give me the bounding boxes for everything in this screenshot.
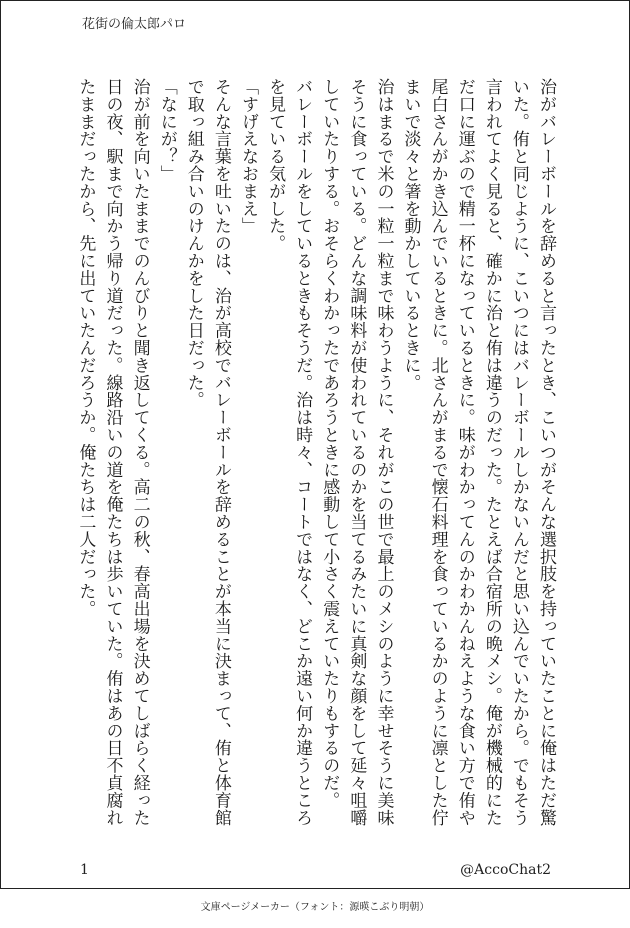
paragraph-4-dialogue: 「すげえなおまえ」 (237, 78, 258, 235)
paragraph-3: バレーボールをしているときもそうだ。治は時々、コートではなく、どこか遠い何か違うところを見ている気がした。 (265, 78, 313, 827)
vertical-body-text (69, 78, 559, 840)
paragraph-6-dialogue: 「なにが？」 (156, 78, 177, 183)
page-title: 花街の倫太郎パロ (82, 17, 187, 32)
author-handle: @AccoChat2 (460, 862, 551, 878)
paragraph-7: 治が前を向いたままでのんびりと聞き返してくる。高二の秋、春高出場を決めてしばらく経った日の夜、駅まで向かう帰り道だった。線路沿いの道を俺たちは歩いていた。侑はあの日不貞腐れたままだったから、先に出ていたんだろうか。俺たちは二人だった。 (75, 78, 150, 827)
paragraph-2: 治はまるで米の一粒一粒まで味わうように、それがこの世で最上のメシのように幸せそうに美味そうに食っている。どんな調味料が使われているのかを当てるみたいに真剣な顔をして延々咀嚼していたりする。おそらくわかったであろうときに感動して小さく震えていたりもするのだ。 (319, 78, 394, 827)
generator-credit: 文庫ページメーカー（フォント：源暎こぶり明朝） (200, 902, 430, 913)
page-number: 1 (80, 862, 89, 878)
paragraph-1: 治がバレーボールを辞めると言ったとき、こいつがそんな選択肢を持っていたことに俺はただ驚いた。侑と同じように、こいつにはバレーボールしかないんだと思い込んでいたから。でもそう言われてよく見ると、確かに治と侑は違うのだった。たとえば合宿所の晩メシ。俺が機械的にただ口に運ぶので精一杯になっているときに。味がわかってんのかわかんねえような食い方で侑や尾白さんがかき込んでいるときに。北さんがまるで懐石料理を食っているかのように凛とした佇まいで淡々と箸を動かしているときに。 (400, 78, 556, 827)
paragraph-5: そんな言葉を吐いたのは、治が高校でバレーボールを辞めることが本当に決まって、侑と体育館で取っ組み合いのけんかをした日だった。 (183, 78, 231, 827)
